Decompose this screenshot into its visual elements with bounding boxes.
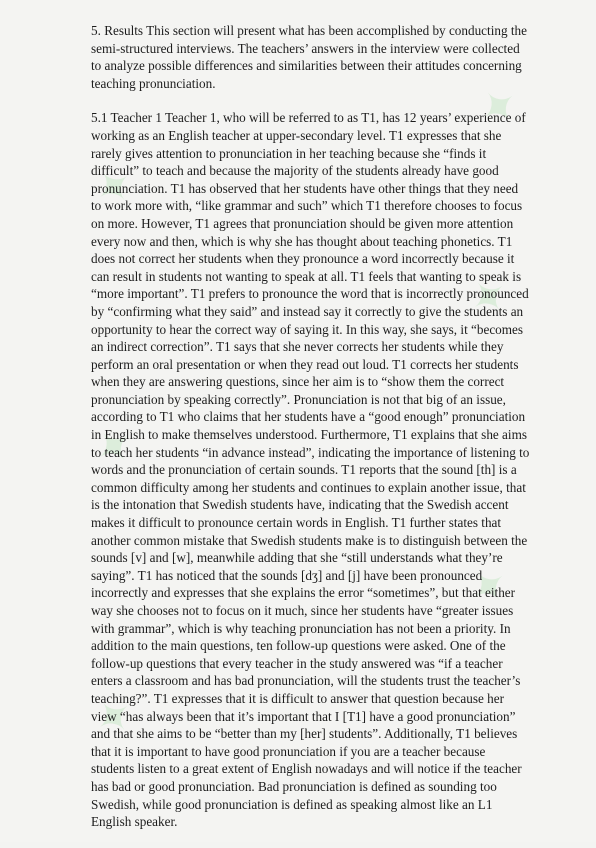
document-body — [91, 22, 531, 848]
watermark-mark: ✦ — [82, 683, 147, 751]
paragraph-teacher-1: 5.1 Teacher 1 Teacher 1, who will be referred to as T1, has 12 years’ experience of working as an English teacher at upper-secondary level. T1 expresses that she rarely gives attention to pronunciation in her teaching because she “finds it difficult” to teach and because the majority of the students already have good pronunciation. T1 has observed that her students have other things that they need to work more with, “like grammar and such” which T1 therefore chooses to focus on more. However, T1 agrees that pronunciation should be given more attention every now and then, which is why she has thought about teaching phonetics. T1 does not correct her students when they pronounce a word incorrectly because it can result in students not wanting to speak at all. T1 feels that wanting to speak is “more important”. T1 prefers to pronounce the word that is incorrectly pronounced by “confirming what they said” and instead say it correctly to give the students an opportunity to hear the correct way of saying it. In this way, she says, it “becomes an indirect correction”. T1 says that she never corrects her students while they perform an oral presentation or when they read out loud. T1 corrects her students when they are answering questions, since her aim is to “show them the correct pronunciation by speaking correctly”. Pronunciation is not that big of an issue, according to T1 who claims that her students have a “good enough” pronunciation in English to make themselves understood. Furthermore, T1 explains that she aims to teach her students “in advance instead”, indicating the importance of listening to words and the pronunciation of certain sounds. T1 reports that the sound [th] is a common difficulty among her students and continues to explain another issue, that is the intonation that Swedish students have, indicating that the Swedish accent makes it difficult to pronounce certain words in English. T1 further states that another common mistake that Swedish students make is to distinguish between the sounds [v] and [w], meanwhile adding that she “still understands what they’re saying”. T1 has noticed that the sounds [dʒ] and [j] have been pronounced incorrectly and expresses that she explains the error “sometimes”, but that either way she chooses not to focus on it much, since her students have “greater issues with grammar”, which is why teaching pronunciation has not been a priority. In addition to the main questions, ten follow-up questions were asked. One of the follow-up questions that every teacher in the study answered was “if a teacher enters a classroom and has bad pronunciation, will the students trust the teacher’s teaching?”. T1 expresses that it is difficult to answer that question because her view “has always been that it’s important that I [T1] have a good pronunciation” and that she aims to be “better than my [her] students”. Additionally, T1 believes that it is important to have good pronunciation if you are a teacher because students listen to a great extent of English nowadays and will notice if the teacher has bad or good pronunciation. Bad pronunciation is defined as sounding too Swedish, while good pronunciation is defined as speaking almost like an L1 English speaker. — [91, 110, 530, 830]
paragraph-results-intro: 5. Results This section will present what has been accomplished by conducting the semi-structured interviews. The teachers’ answers in the interview were collected to analyze possible differences and similarities between their attitudes concerning teaching pronunciation. — [91, 23, 527, 91]
watermark-mark: ✦ — [82, 413, 147, 481]
watermark-mark: ✦ — [467, 73, 532, 141]
watermark-mark: ✦ — [457, 553, 522, 621]
watermark-mark: ✦ — [82, 153, 147, 221]
watermark-mark: ✦ — [457, 263, 522, 331]
